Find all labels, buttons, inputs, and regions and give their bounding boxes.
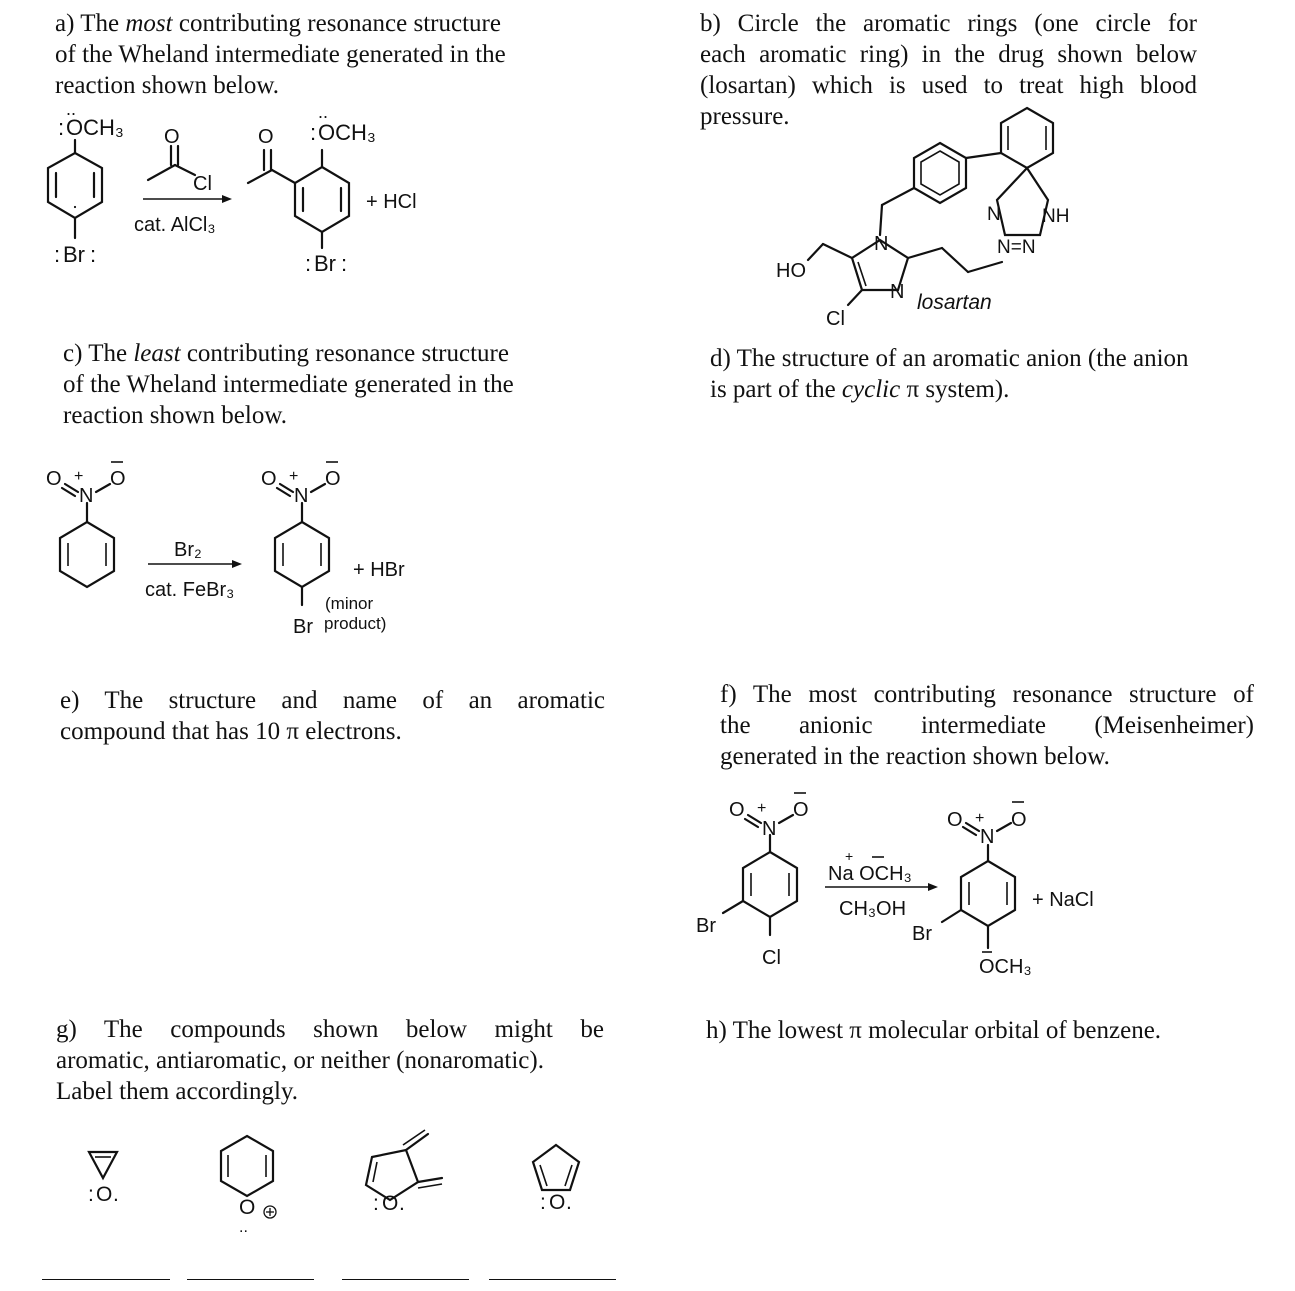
scheme-g: [89, 1130, 579, 1218]
lone-pair-dots: :: [341, 251, 348, 276]
byproduct-label: + HCl: [366, 191, 417, 213]
lone-pair-dots: :: [58, 115, 65, 140]
o-label: O: [261, 468, 277, 490]
losartan-label: losartan: [917, 291, 992, 314]
tetrazole-ring: [997, 168, 1048, 235]
br-label: Br: [63, 242, 85, 267]
o-label: O: [793, 799, 809, 821]
plus-charge: +: [289, 468, 299, 485]
product-a-ring: [248, 150, 349, 248]
reactant-a-ring: [48, 140, 102, 238]
lone-pair-dots: ..: [318, 102, 329, 122]
br-label: Br: [293, 616, 313, 638]
reagent-top: Br₂: [174, 539, 202, 561]
lone-pair-dots: :: [305, 251, 312, 276]
lone-pair-dots: :: [540, 1191, 546, 1214]
plus-charge: +: [845, 848, 854, 864]
br-label: Br: [696, 915, 716, 937]
question-a: a) The most contributing resonance structure of the Wheland intermediate generated in the reaction shown below.: [55, 10, 506, 99]
pyrylium-o-label: O: [239, 1196, 256, 1219]
acetyl-chloride: [148, 146, 195, 180]
oxirene-o-label: O: [96, 1183, 113, 1206]
lone-pair-dots: ..: [239, 1219, 248, 1236]
question-g: g) The compounds shown below might be aromatic, antiaromatic, or neither (nonaromatic). Label them accordingly.: [56, 1016, 604, 1105]
answer-blank-4[interactable]: [489, 1279, 616, 1280]
question-f: f) The most contributing resonance structure of the anionic intermediate (Meisenheimer) generated in the reaction shown below.: [720, 681, 1254, 770]
reagent-top: Na OCH₃: [828, 863, 912, 885]
reagent-bottom: cat. FeBr₃: [145, 579, 235, 601]
byproduct-label: + HBr: [353, 559, 405, 581]
scheme-a: [48, 99, 417, 276]
n-label: N: [79, 485, 94, 507]
question-b: b) Circle the aromatic rings (one circle for each aromatic ring) in the drug shown below (losartan) which is used to treat high blood pressure.: [700, 10, 1197, 130]
n-label: N: [294, 485, 309, 507]
minor-note: product): [324, 614, 387, 633]
cl-label: Cl: [193, 173, 212, 195]
o-label: O: [110, 468, 126, 490]
n-label: N: [890, 281, 905, 303]
reaction-arrow-a: [143, 195, 232, 203]
plus-charge: +: [74, 468, 84, 485]
answer-blank-2[interactable]: [187, 1279, 314, 1280]
lone-pair-dots: :: [373, 1192, 379, 1215]
plus-charge: +: [975, 810, 985, 827]
byproduct-label: + NaCl: [1032, 889, 1094, 911]
n-label: N: [874, 233, 889, 255]
scheme-b-losartan: [808, 108, 1053, 305]
n-label: N: [980, 826, 995, 848]
o-label: O: [729, 799, 745, 821]
question-e: e) The structure and name of an aromatic compound that has 10 π electrons.: [60, 687, 605, 745]
lone-pair-dots: ..: [66, 99, 77, 119]
carbonyl-o-label: O: [258, 126, 274, 148]
carbonyl-o-label: O: [164, 126, 180, 148]
o-label: O: [947, 809, 963, 831]
question-c: c) The least contributing resonance structure of the Wheland intermediate generated in the reaction shown below.: [63, 340, 514, 429]
pyran-o-label: O: [382, 1192, 399, 1215]
och3-label: OCH₃: [318, 120, 376, 145]
o-label: O: [325, 468, 341, 490]
nh-label: NH: [1042, 206, 1070, 227]
lone-pair-dots: :: [88, 1183, 94, 1206]
lone-pair-dots: .: [113, 1183, 119, 1206]
lone-pair-dots: .: [566, 1191, 572, 1214]
question-h: h) The lowest π molecular orbital of benzene.: [706, 1017, 1162, 1044]
cl-label: Cl: [762, 947, 781, 969]
plus-charge: +: [757, 800, 767, 817]
reagent-bottom: CH₃OH: [839, 898, 907, 920]
och3-label: OCH₃: [979, 956, 1032, 978]
answer-blank-1[interactable]: [42, 1279, 170, 1280]
furan-o-label: O: [549, 1191, 566, 1214]
och3-label: OCH₃: [66, 115, 124, 140]
br-label: Br: [912, 923, 932, 945]
question-d: d) The structure of an aromatic anion (the anion is part of the cyclic π system).: [710, 345, 1189, 403]
lone-pair-dots: .: [399, 1192, 405, 1215]
lone-pair-dots: :: [54, 242, 61, 267]
lone-pair-dots: :: [90, 242, 97, 267]
o-label: O: [1011, 809, 1027, 831]
cl-label: Cl: [826, 308, 845, 330]
answer-blank-3[interactable]: [342, 1279, 469, 1280]
n-label: N: [987, 204, 1001, 225]
lone-pair-dots: :: [310, 120, 317, 145]
br-label: Br: [314, 251, 336, 276]
reagent-label: cat. AlCl₃: [134, 214, 216, 236]
nn-label: N=N: [997, 237, 1036, 258]
o-label: O: [46, 468, 62, 490]
n-label: N: [762, 818, 777, 840]
ho-label: HO: [776, 260, 806, 282]
minor-note: (minor: [325, 594, 374, 613]
